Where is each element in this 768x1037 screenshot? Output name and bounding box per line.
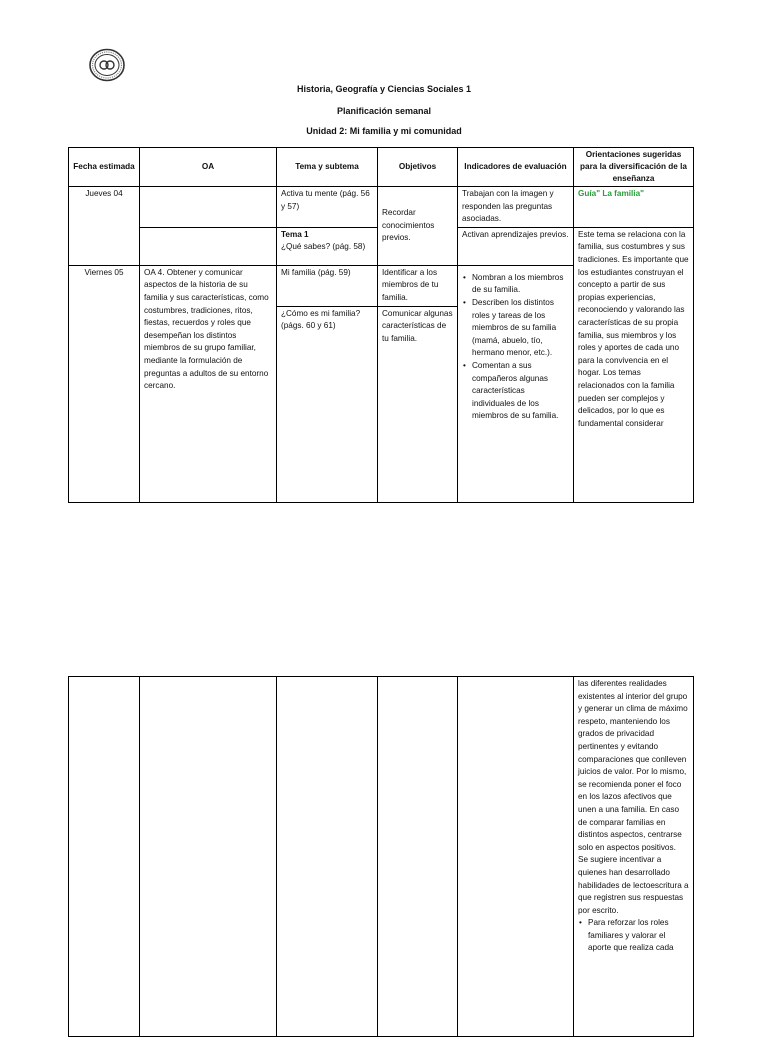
jueves-indicador-2: Activan aprendizajes previos. <box>458 227 574 265</box>
continuation-text-2: Se sugiere incentivar a quienes han desarrollado habilidades de lectoescritura a que registren sus respuestas por escrito. <box>578 855 689 915</box>
jueves-objetivos: Recordar conocimientos previos. <box>378 187 458 266</box>
viernes-indicadores <box>458 265 574 502</box>
school-seal-logo <box>88 48 126 82</box>
jueves-tema-2 <box>277 227 378 265</box>
cont-indicadores <box>458 677 574 1037</box>
planning-table-continuation <box>68 676 694 1037</box>
cont-oa <box>140 677 277 1037</box>
document-title: Historia, Geografía y Ciencias Sociales 1 <box>296 84 472 94</box>
continuation-bullet: • Para reforzar los roles familiares y valorar el aporte que realiza cada <box>588 917 689 955</box>
viernes-objetivo-2: Comunicar algunas características de tu familia. <box>378 306 458 502</box>
cont-fecha <box>69 677 140 1037</box>
jueves-date: Jueves 04 <box>69 187 140 266</box>
cont-tema <box>277 677 378 1037</box>
tema-1-title: Tema 1 <box>281 229 309 239</box>
unit-title: Unidad 2: Mi familia y mi comunidad <box>306 126 462 136</box>
indicadores-list <box>462 272 569 423</box>
viernes-oa: OA 4. Obtener y comunicar aspectos de la historia de su familia y sus características, como costumbres, tradiciones, ritos, fiestas, recuerdos y roles que desempeñan los distintos miembros de su grupo familiar, mediante la formulación de preguntas a adultos de su entorno cercano. <box>140 265 277 502</box>
cont-orientaciones <box>574 677 694 1037</box>
document-subtitle: Planificación semanal <box>336 106 432 116</box>
jueves-oa-2 <box>140 227 277 265</box>
continuation-list <box>578 917 689 955</box>
cont-objetivos <box>378 677 458 1037</box>
header-indicadores: Indicadores de evaluación <box>458 148 574 187</box>
continuation-text: las diferentes realidades existentes al interior del grupo y generar un clima de máximo respeto, manteniendo los grados de privacidad pertinentes y evitando comparaciones que conlleven juicios de valor. Por lo mismo, se recomienda poner el foco en los lazos afectivos que unen a una familia. En caso de comparar familias en distintos aspectos, centrarse solo en aspectos positivos. <box>578 679 688 852</box>
header-oa: OA <box>140 148 277 187</box>
orientaciones-text: Este tema se relaciona con la familia, sus costumbres y sus tradiciones. Es importante que los estudiantes construyan el concepto a partir de sus propias experiencias, reconociendo y valorando las características de su propia familia, sus miembros y los roles y aportes de cada uno para la convivencia en el hogar. Los temas relacionados con la familia pueden ser complejos y delicados, por lo que es fundamental considerar <box>574 227 694 502</box>
indicador-item: • Describen los distintos roles y tareas de los miembros de su familia (mamá, abuelo, tío, hermano menor, etc.). <box>472 297 569 360</box>
tema-1-text: ¿Qué sabes? (pág. 58) <box>281 242 366 252</box>
header-orientaciones: Orientaciones sugeridas para la diversificación de la enseñanza <box>574 148 694 187</box>
planning-table <box>68 147 694 503</box>
indicador-item: • Comentan a sus compañeros algunas características individuales de los miembros de su familia. <box>472 360 569 423</box>
viernes-tema-2: ¿Cómo es mi familia? (págs. 60 y 61) <box>277 306 378 502</box>
jueves-guia <box>574 187 694 228</box>
jueves-oa <box>140 187 277 228</box>
viernes-tema-1: Mi familia (pág. 59) <box>277 265 378 306</box>
viernes-objetivo-1: Identificar a los miembros de tu familia. <box>378 265 458 306</box>
header-fecha: Fecha estimada <box>69 148 140 187</box>
header-tema: Tema y subtema <box>277 148 378 187</box>
header-objetivos: Objetivos <box>378 148 458 187</box>
indicador-item: • Nombran a los miembros de su familia. <box>472 272 569 297</box>
jueves-tema-1: Activa tu mente (pág. 56 y 57) <box>277 187 378 228</box>
viernes-date: Viernes 05 <box>69 265 140 502</box>
jueves-indicador-1: Trabajan con la imagen y responden las preguntas asociadas. <box>458 187 574 228</box>
guia-label: Guía" La familia" <box>578 189 645 198</box>
